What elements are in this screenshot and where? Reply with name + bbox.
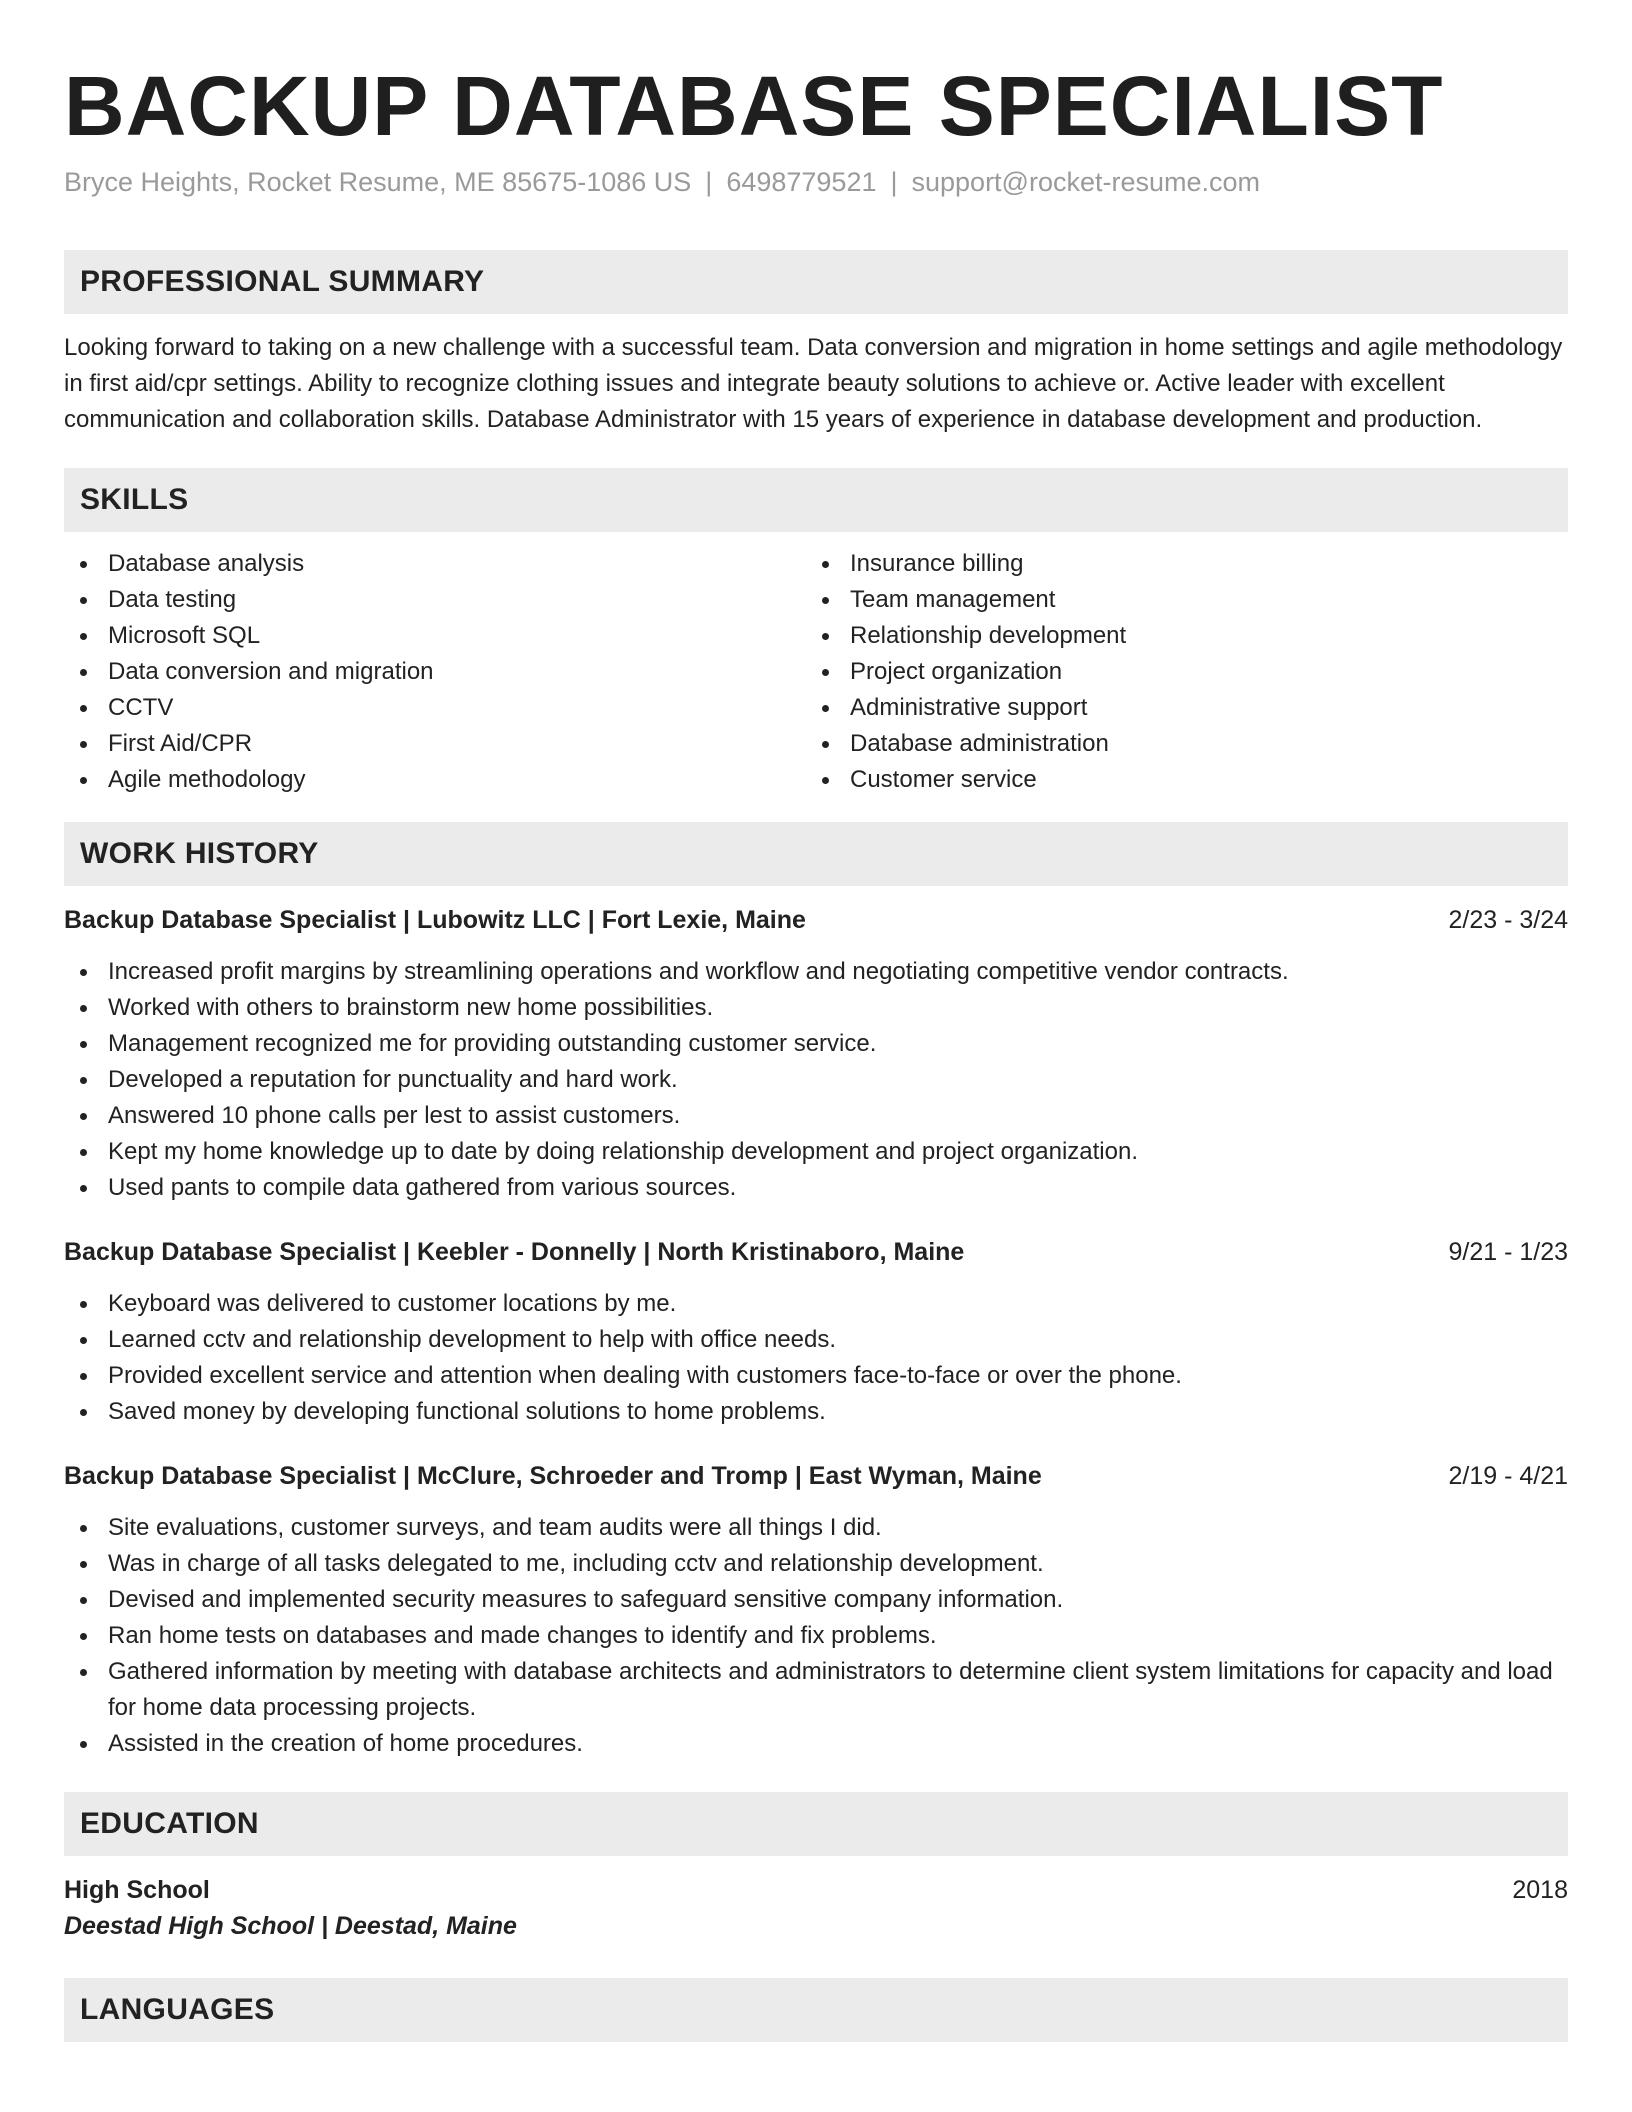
job-dates: 2/23 - 3/24 [1448,906,1568,934]
job-entry [64,1458,1568,1762]
skill-item: Customer service [806,762,1548,798]
job-bullet: Increased profit margins by streamlining operations and workflow and negotiating competitive vendor contracts. [64,954,1568,990]
contact-phone: 6498779521 [726,167,877,197]
job-bullet: Site evaluations, customer surveys, and team audits were all things I did. [64,1510,1568,1546]
section-header-education: EDUCATION [64,1792,1568,1856]
job-bullet: Used pants to compile data gathered from various sources. [64,1170,1568,1206]
education-entry [64,1872,1568,1944]
job-heading-row [64,1458,1568,1494]
section-header-summary: PROFESSIONAL SUMMARY [64,250,1568,314]
skills-list [64,546,1568,798]
summary-text: Looking forward to taking on a new challenge with a successful team. Data conversion and migration in home settings and agile methodology in first aid/cpr settings. Ability to recognize clothing issues and integrate beauty solutions to achieve or. Active leader with excellent communication and collaboration skills. Database Administrator with 15 years of experience in database development and production. [64,334,1563,433]
job-bullet: Keyboard was delivered to customer locations by me. [64,1286,1568,1322]
education-degree: High School [64,1876,210,1904]
job-bullet: Assisted in the creation of home procedures. [64,1726,1568,1762]
skills-column-left [64,546,806,798]
job-entry [64,902,1568,1206]
job-bullet: Ran home tests on databases and made changes to identify and fix problems. [64,1618,1568,1654]
job-entry [64,1234,1568,1430]
job-dates: 9/21 - 1/23 [1448,1238,1568,1266]
education-year: 2018 [1512,1876,1568,1904]
job-heading: Backup Database Specialist | Lubowitz LLC | Fort Lexie, Maine [64,906,806,934]
contact-address: Bryce Heights, Rocket Resume, ME 85675-1086 US [64,167,692,197]
skills-column-right [806,546,1548,798]
skill-item: First Aid/CPR [64,726,806,762]
skill-item: Relationship development [806,618,1548,654]
job-bullets [64,1286,1568,1430]
job-bullet: Worked with others to brainstorm new home possibilities. [64,990,1568,1026]
education-school: Deestad High School | Deestad, Maine [64,1912,517,1940]
skill-item: CCTV [64,690,806,726]
skill-item: Microsoft SQL [64,618,806,654]
contact-separator: | [705,167,713,197]
job-heading: Backup Database Specialist | McClure, Schroeder and Tromp | East Wyman, Maine [64,1462,1042,1490]
contact-line [64,164,1568,200]
skill-item: Project organization [806,654,1548,690]
skill-item: Team management [806,582,1548,618]
candidate-title: BACKUP DATABASE SPECIALIST [64,59,1444,153]
job-bullet: Saved money by developing functional solutions to home problems. [64,1394,1568,1430]
skill-item: Agile methodology [64,762,806,798]
job-bullet: Devised and implemented security measures to safeguard sensitive company information. [64,1582,1568,1618]
job-heading-row [64,1234,1568,1270]
contact-email: support@rocket-resume.com [911,167,1261,197]
section-header-languages: LANGUAGES [64,1978,1568,2042]
job-dates: 2/19 - 4/21 [1448,1462,1568,1490]
skill-item: Administrative support [806,690,1548,726]
skill-item: Database analysis [64,546,806,582]
job-heading-row [64,902,1568,938]
job-heading: Backup Database Specialist | Keebler - Donnelly | North Kristinaboro, Maine [64,1238,965,1266]
job-bullet: Management recognized me for providing outstanding customer service. [64,1026,1568,1062]
job-bullet: Was in charge of all tasks delegated to me, including cctv and relationship development. [64,1546,1568,1582]
skill-item: Data testing [64,582,806,618]
job-bullet: Learned cctv and relationship development to help with office needs. [64,1322,1568,1358]
job-bullet: Gathered information by meeting with database architects and administrators to determine client system limitations for capacity and load for home data processing projects. [64,1654,1568,1726]
job-bullet: Developed a reputation for punctuality and hard work. [64,1062,1568,1098]
skill-item: Database administration [806,726,1548,762]
job-bullet: Answered 10 phone calls per lest to assist customers. [64,1098,1568,1134]
job-bullets [64,1510,1568,1762]
education-row [64,1872,1568,1908]
job-bullet: Provided excellent service and attention when dealing with customers face-to-face or over the phone. [64,1358,1568,1394]
job-bullets [64,954,1568,1206]
job-bullet: Kept my home knowledge up to date by doing relationship development and project organization. [64,1134,1568,1170]
skill-item: Data conversion and migration [64,654,806,690]
section-header-skills: SKILLS [64,468,1568,532]
skill-item: Insurance billing [806,546,1548,582]
section-header-work-history: WORK HISTORY [64,822,1568,886]
contact-separator: | [890,167,898,197]
